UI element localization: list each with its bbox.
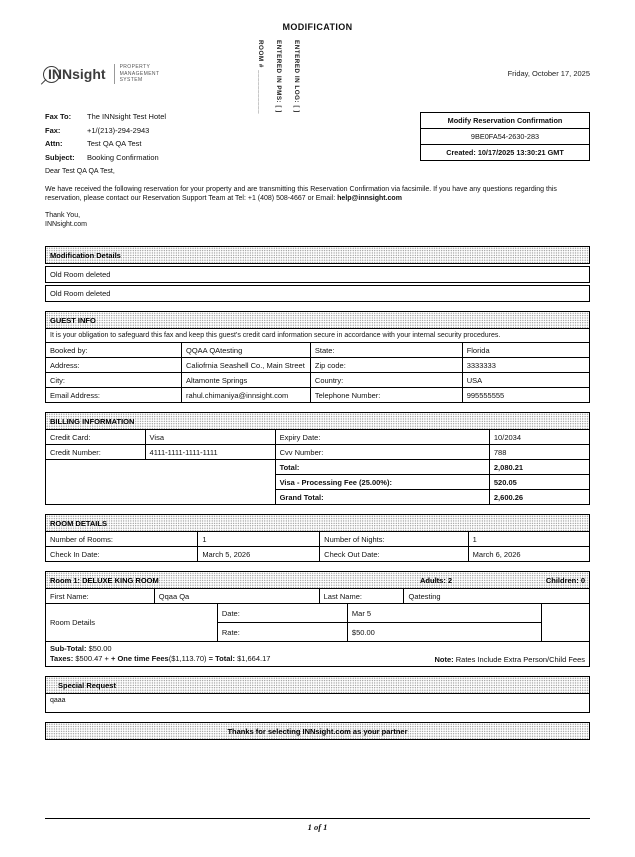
confirmation-created: Created: 10/17/2025 13:30:21 GMT (421, 144, 589, 160)
field-label: City: (46, 373, 182, 388)
security-notice: It is your obligation to safeguard this fax and keep this guest's credit card information secure in accordance with your internal security procedures. (45, 328, 590, 343)
letter-body (45, 167, 590, 229)
processing-fee-value: 520.05 (489, 475, 589, 490)
field-value: Florida (462, 343, 589, 358)
fax-number-row (45, 126, 166, 135)
fax-number-label: Fax: (45, 125, 61, 135)
field-label: Number of Rooms: (46, 532, 198, 547)
table-row (46, 604, 590, 623)
brand-logo (45, 64, 159, 84)
section-guest-info (45, 311, 590, 403)
subtotal-line: Sub-Total: $50.00 (50, 644, 112, 653)
letter-paragraph: We have received the following reservation for your property and are transmitting this Reservation Confirmation via facsimile. If you have any questions regarding this reservation, please contact our Reservation Support Team at Tel: +1 (408) 508-4667 or Email: help@innsight.com (45, 186, 557, 202)
section-billing (45, 412, 590, 505)
field-value: 10/2034 (489, 430, 589, 445)
field-value: USA (462, 373, 589, 388)
section-room-1 (45, 571, 590, 667)
thanks-banner: Thanks for selecting INNsight.com as your partner (45, 722, 590, 740)
fax-to-value: The INNsight Test Hotel (87, 112, 167, 121)
fax-to-row (45, 112, 166, 121)
field-value: 1 (468, 532, 589, 547)
document-sections (45, 246, 590, 740)
special-request-content: qaaa (45, 693, 590, 713)
grand-total-value: 2,600.26 (489, 490, 589, 505)
credit-number-value: 4111-1111-1111-1111 (145, 445, 275, 460)
room-1-children: Children: 0 (545, 575, 585, 585)
table-row (46, 547, 590, 562)
room-1-header (45, 571, 590, 589)
magnifier-handle-icon (41, 78, 47, 84)
fax-header (45, 112, 166, 166)
room-details-header: ROOM DETAILS (45, 514, 590, 532)
total-value: 2,080.21 (489, 460, 589, 475)
billing-blank-cell (46, 460, 276, 505)
attn-value: Test QA QA Test (87, 139, 142, 148)
subject-value: Booking Confirmation (87, 152, 159, 162)
table-row (46, 343, 590, 358)
stamp-entered-pms: ENTERED IN PMS: [ ] (275, 40, 282, 113)
support-email: help@innsight.com (337, 195, 402, 202)
brand-tagline: PROPERTY MANAGEMENT SYSTEM (114, 64, 160, 84)
room-1-totals (50, 644, 270, 664)
confirmation-box (420, 112, 590, 161)
room-1-name-table (45, 588, 590, 604)
brand-name: INNsight (45, 66, 106, 82)
date-label: Date: (217, 604, 347, 623)
guest-info-table (45, 342, 590, 403)
field-label: Country: (310, 373, 462, 388)
last-name-value: Qatesting (404, 589, 590, 604)
field-value: Caliofrnia Seashell Co., Main Street (182, 358, 311, 373)
document-date: Friday, October 17, 2025 (507, 69, 590, 78)
date-value: Mar 5 (347, 604, 541, 623)
attn-row (45, 139, 166, 148)
modification-details-header: Modification Details (45, 246, 590, 264)
table-row (46, 430, 590, 445)
field-value: 1 (198, 532, 320, 547)
field-label: Check In Date: (46, 547, 198, 562)
subject-row (45, 153, 166, 162)
stamp-entered-log: ENTERED IN LOG: [ ] (293, 40, 300, 113)
section-room-details (45, 514, 590, 562)
letter-closing: Thank You, INNsight.com (45, 212, 88, 228)
table-row (46, 358, 590, 373)
fax-number-value: +1/(213)-294-2943 (87, 125, 150, 135)
room-details-label: Room Details (46, 604, 218, 642)
grand-total-label: Grand Total: (275, 490, 489, 505)
confirmation-number: 9BE0FA54-2630-283 (470, 132, 540, 141)
field-label: Credit Number: (46, 445, 146, 460)
room-1-schedule-table (45, 603, 590, 642)
field-value: Visa (145, 430, 275, 445)
section-modification-details (45, 246, 590, 302)
confirmation-title: Modify Reservation Confirmation (421, 113, 589, 129)
section-special-request (45, 676, 590, 713)
field-label: Booked by: (46, 343, 182, 358)
table-row (46, 445, 590, 460)
fax-to-label: Fax To: (45, 112, 72, 121)
field-value: 788 (489, 445, 589, 460)
field-value: March 6, 2026 (468, 547, 589, 562)
taxes-line: Taxes: $500.47 + + One time Fees($1,113.70) = Total: $1,664.17 (50, 654, 271, 663)
routing-stamps (257, 40, 300, 114)
field-label: Telephone Number: (310, 388, 462, 403)
table-row (46, 460, 590, 475)
billing-header: BILLING INFORMATION (45, 412, 590, 430)
field-value: QQAA QAtesting (182, 343, 311, 358)
field-label: State: (310, 343, 462, 358)
room-1-totals-row (45, 641, 590, 667)
guest-info-header: GUEST INFO (45, 311, 590, 329)
processing-fee-label: Visa - Processing Fee (25.00%): (275, 475, 489, 490)
salutation: Dear Test QA QA Test, (45, 168, 115, 175)
field-value: rahul.chimaniya@innsight.com (182, 388, 311, 403)
attn-label: Attn: (45, 139, 63, 148)
field-label: Number of Nights: (320, 532, 469, 547)
field-value: March 5, 2026 (198, 547, 320, 562)
first-name-value: Qqaa Qa (154, 589, 319, 604)
table-row (46, 373, 590, 388)
table-row (46, 388, 590, 403)
field-label: Check Out Date: (320, 547, 469, 562)
room-1-title: Room 1: DELUXE KING ROOM (50, 575, 159, 585)
field-label: Expiry Date: (275, 430, 489, 445)
table-row (46, 532, 590, 547)
stamp-room-number: ROOM # ___________ (257, 40, 264, 115)
field-label: Zip code: (310, 358, 462, 373)
room-1-adults: Adults: 2 (420, 575, 453, 585)
rates-note: Note: Rates Include Extra Person/Child Fees (434, 655, 585, 664)
field-label: Email Address: (46, 388, 182, 403)
room-details-table (45, 531, 590, 562)
modification-row: Old Room deleted (45, 266, 590, 283)
subject-label: Subject: (45, 152, 75, 162)
field-label: Credit Card: (46, 430, 146, 445)
field-value: Altamonte Springs (182, 373, 311, 388)
field-label: Cvv Number: (275, 445, 489, 460)
rate-value: $50.00 (347, 623, 541, 642)
rate-label: Rate: (217, 623, 347, 642)
page-title: MODIFICATION (282, 22, 353, 32)
page-number: 1 of 1 (45, 818, 590, 832)
last-name-label: Last Name: (319, 589, 404, 604)
table-row (46, 589, 590, 604)
special-request-header: Special Request (45, 676, 590, 694)
field-value: 3333333 (462, 358, 589, 373)
modification-row: Old Room deleted (45, 285, 590, 302)
total-label: Total: (275, 460, 489, 475)
first-name-label: First Name: (46, 589, 155, 604)
billing-table (45, 429, 590, 505)
field-label: Address: (46, 358, 182, 373)
schedule-blank-cell (542, 604, 590, 642)
field-value: 995555555 (462, 388, 589, 403)
